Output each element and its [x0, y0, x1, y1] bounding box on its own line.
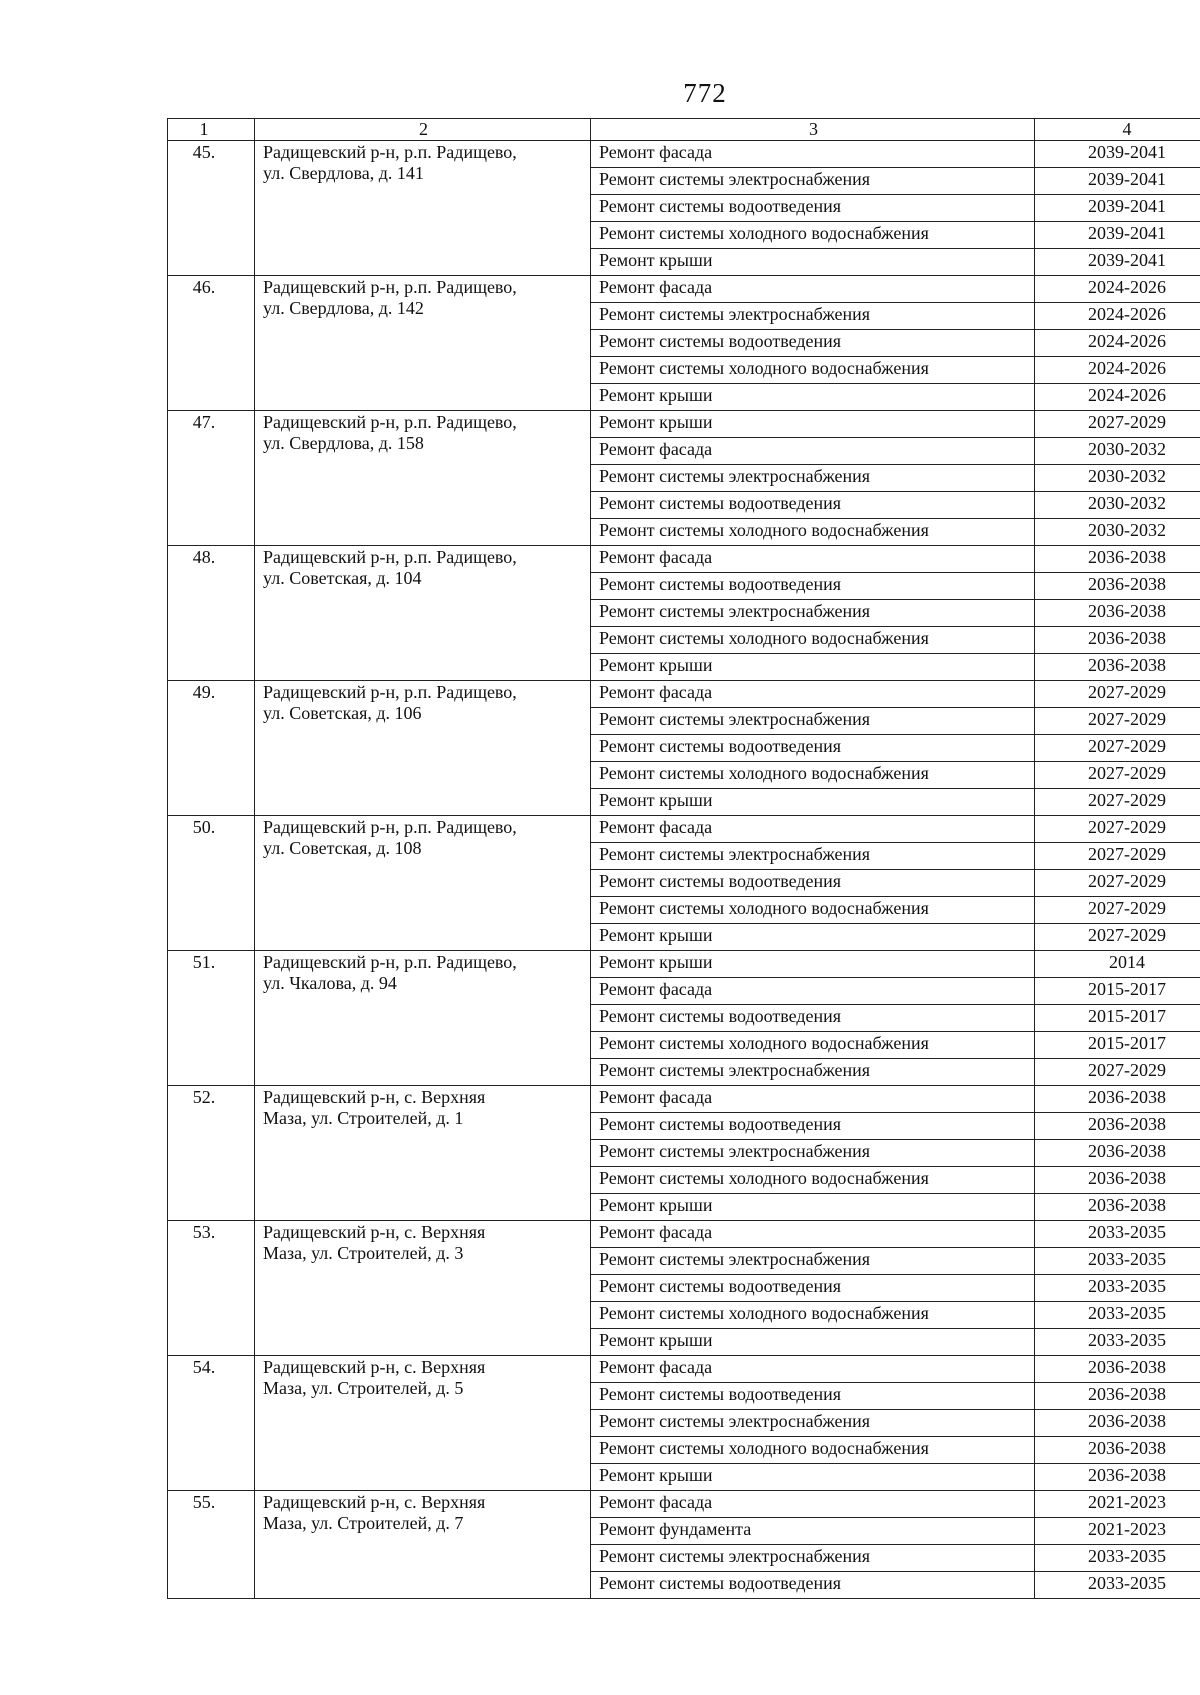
work-period: 2027-2029 [1035, 762, 1200, 789]
work-type: Ремонт системы холодного водоснабжения [591, 627, 1035, 654]
object-address: Радищевский р-н, с. Верхняя Маза, ул. Строителей, д. 1 [255, 1086, 591, 1221]
work-period: 2027-2029 [1035, 897, 1200, 924]
work-type: Ремонт системы холодного водоснабжения [591, 1437, 1035, 1464]
object-address: Радищевский р-н, р.п. Радищево, ул. Свердлова, д. 142 [255, 276, 591, 411]
object-number: 53. [168, 1221, 255, 1356]
work-type: Ремонт фасада [591, 978, 1035, 1005]
work-type: Ремонт системы водоотведения [591, 1005, 1035, 1032]
work-type: Ремонт системы холодного водоснабжения [591, 1167, 1035, 1194]
object-address: Радищевский р-н, с. Верхняя Маза, ул. Строителей, д. 5 [255, 1356, 591, 1491]
work-period: 2027-2029 [1035, 870, 1200, 897]
work-type: Ремонт системы электроснабжения [591, 465, 1035, 492]
object-number: 52. [168, 1086, 255, 1221]
work-period: 2036-2038 [1035, 1410, 1200, 1437]
table-row [168, 276, 1200, 303]
work-type: Ремонт фасада [591, 141, 1035, 168]
work-type: Ремонт крыши [591, 951, 1035, 978]
object-number: 48. [168, 546, 255, 681]
work-period: 2036-2038 [1035, 1113, 1200, 1140]
work-type: Ремонт системы электроснабжения [591, 1059, 1035, 1086]
table-row [168, 1086, 1200, 1113]
table-row [168, 951, 1200, 978]
repair-schedule-table [167, 118, 1200, 1599]
work-period: 2030-2032 [1035, 519, 1200, 546]
work-type: Ремонт системы водоотведения [591, 1383, 1035, 1410]
work-period: 2027-2029 [1035, 735, 1200, 762]
work-period: 2030-2032 [1035, 492, 1200, 519]
table-row [168, 816, 1200, 843]
work-type: Ремонт системы водоотведения [591, 195, 1035, 222]
work-type: Ремонт крыши [591, 1464, 1035, 1491]
work-period: 2033-2035 [1035, 1221, 1200, 1248]
work-type: Ремонт крыши [591, 1329, 1035, 1356]
table-body [168, 141, 1200, 1599]
work-type: Ремонт системы водоотведения [591, 735, 1035, 762]
work-period: 2027-2029 [1035, 924, 1200, 951]
work-type: Ремонт фасада [591, 681, 1035, 708]
table-row [168, 411, 1200, 438]
work-type: Ремонт крыши [591, 411, 1035, 438]
work-type: Ремонт крыши [591, 384, 1035, 411]
work-period: 2021-2023 [1035, 1518, 1200, 1545]
work-period: 2036-2038 [1035, 573, 1200, 600]
work-period: 2014 [1035, 951, 1200, 978]
work-period: 2024-2026 [1035, 276, 1200, 303]
work-period: 2036-2038 [1035, 1437, 1200, 1464]
work-type: Ремонт системы холодного водоснабжения [591, 1302, 1035, 1329]
object-number: 46. [168, 276, 255, 411]
work-type: Ремонт системы электроснабжения [591, 168, 1035, 195]
work-period: 2033-2035 [1035, 1275, 1200, 1302]
work-type: Ремонт системы водоотведения [591, 870, 1035, 897]
header-col-4: 4 [1035, 119, 1200, 141]
object-number: 49. [168, 681, 255, 816]
work-type: Ремонт крыши [591, 1194, 1035, 1221]
work-type: Ремонт системы холодного водоснабжения [591, 357, 1035, 384]
work-type: Ремонт системы холодного водоснабжения [591, 519, 1035, 546]
work-period: 2033-2035 [1035, 1302, 1200, 1329]
page-number: 772 [683, 78, 727, 108]
work-type: Ремонт системы холодного водоснабжения [591, 762, 1035, 789]
work-period: 2027-2029 [1035, 789, 1200, 816]
object-number: 51. [168, 951, 255, 1086]
header-row [168, 119, 1200, 141]
work-period: 2036-2038 [1035, 654, 1200, 681]
work-type: Ремонт системы водоотведения [591, 573, 1035, 600]
table-row [168, 1356, 1200, 1383]
work-period: 2024-2026 [1035, 384, 1200, 411]
work-type: Ремонт системы водоотведения [591, 330, 1035, 357]
header-col-2: 2 [255, 119, 591, 141]
work-period: 2036-2038 [1035, 546, 1200, 573]
work-period: 2027-2029 [1035, 1059, 1200, 1086]
work-period: 2036-2038 [1035, 600, 1200, 627]
work-type: Ремонт фасада [591, 1356, 1035, 1383]
object-address: Радищевский р-н, с. Верхняя Маза, ул. Строителей, д. 3 [255, 1221, 591, 1356]
work-type: Ремонт фасада [591, 816, 1035, 843]
work-period: 2024-2026 [1035, 303, 1200, 330]
work-type: Ремонт крыши [591, 654, 1035, 681]
work-period: 2036-2038 [1035, 1194, 1200, 1221]
work-period: 2015-2017 [1035, 1005, 1200, 1032]
work-period: 2036-2038 [1035, 1356, 1200, 1383]
object-address: Радищевский р-н, р.п. Радищево, ул. Чкалова, д. 94 [255, 951, 591, 1086]
work-type: Ремонт фасада [591, 1086, 1035, 1113]
work-type: Ремонт системы водоотведения [591, 492, 1035, 519]
work-period: 2027-2029 [1035, 681, 1200, 708]
work-type: Ремонт фундамента [591, 1518, 1035, 1545]
work-period: 2033-2035 [1035, 1545, 1200, 1572]
work-type: Ремонт системы водоотведения [591, 1572, 1035, 1599]
table-row [168, 681, 1200, 708]
object-address: Радищевский р-н, с. Верхняя Маза, ул. Строителей, д. 7 [255, 1491, 591, 1599]
object-number: 47. [168, 411, 255, 546]
table-row [168, 1221, 1200, 1248]
work-type: Ремонт системы электроснабжения [591, 1140, 1035, 1167]
object-number: 55. [168, 1491, 255, 1599]
work-period: 2015-2017 [1035, 978, 1200, 1005]
repair-schedule-table-container [167, 118, 1166, 1599]
work-type: Ремонт системы холодного водоснабжения [591, 1032, 1035, 1059]
work-period: 2036-2038 [1035, 1383, 1200, 1410]
table-row [168, 141, 1200, 168]
work-type: Ремонт системы холодного водоснабжения [591, 222, 1035, 249]
work-type: Ремонт системы водоотведения [591, 1275, 1035, 1302]
header-col-1: 1 [168, 119, 255, 141]
work-type: Ремонт фасада [591, 438, 1035, 465]
work-type: Ремонт крыши [591, 924, 1035, 951]
work-period: 2030-2032 [1035, 438, 1200, 465]
object-address: Радищевский р-н, р.п. Радищево, ул. Свердлова, д. 158 [255, 411, 591, 546]
work-period: 2027-2029 [1035, 411, 1200, 438]
work-period: 2033-2035 [1035, 1248, 1200, 1275]
table-row [168, 546, 1200, 573]
work-type: Ремонт фасада [591, 1221, 1035, 1248]
work-type: Ремонт фасада [591, 276, 1035, 303]
work-type: Ремонт системы электроснабжения [591, 1410, 1035, 1437]
work-type: Ремонт системы электроснабжения [591, 1248, 1035, 1275]
object-number: 45. [168, 141, 255, 276]
object-number: 50. [168, 816, 255, 951]
work-type: Ремонт системы электроснабжения [591, 303, 1035, 330]
work-type: Ремонт системы холодного водоснабжения [591, 897, 1035, 924]
work-period: 2039-2041 [1035, 222, 1200, 249]
work-type: Ремонт системы электроснабжения [591, 600, 1035, 627]
work-period: 2027-2029 [1035, 843, 1200, 870]
work-period: 2015-2017 [1035, 1032, 1200, 1059]
table-row [168, 1491, 1200, 1518]
work-type: Ремонт фасада [591, 546, 1035, 573]
work-period: 2036-2038 [1035, 627, 1200, 654]
work-period: 2033-2035 [1035, 1329, 1200, 1356]
work-period: 2036-2038 [1035, 1086, 1200, 1113]
work-type: Ремонт крыши [591, 249, 1035, 276]
object-address: Радищевский р-н, р.п. Радищево, ул. Свердлова, д. 141 [255, 141, 591, 276]
work-type: Ремонт фасада [591, 1491, 1035, 1518]
object-address: Радищевский р-н, р.п. Радищево, ул. Советская, д. 106 [255, 681, 591, 816]
work-period: 2039-2041 [1035, 141, 1200, 168]
work-type: Ремонт системы водоотведения [591, 1113, 1035, 1140]
work-type: Ремонт системы электроснабжения [591, 843, 1035, 870]
work-type: Ремонт системы электроснабжения [591, 1545, 1035, 1572]
work-type: Ремонт системы электроснабжения [591, 708, 1035, 735]
work-period: 2021-2023 [1035, 1491, 1200, 1518]
work-period: 2024-2026 [1035, 357, 1200, 384]
work-period: 2039-2041 [1035, 168, 1200, 195]
work-type: Ремонт крыши [591, 789, 1035, 816]
work-period: 2039-2041 [1035, 249, 1200, 276]
work-period: 2027-2029 [1035, 816, 1200, 843]
work-period: 2036-2038 [1035, 1140, 1200, 1167]
header-col-3: 3 [591, 119, 1035, 141]
object-address: Радищевский р-н, р.п. Радищево, ул. Советская, д. 104 [255, 546, 591, 681]
object-number: 54. [168, 1356, 255, 1491]
object-address: Радищевский р-н, р.п. Радищево, ул. Советская, д. 108 [255, 816, 591, 951]
work-period: 2036-2038 [1035, 1167, 1200, 1194]
work-period: 2039-2041 [1035, 195, 1200, 222]
work-period: 2030-2032 [1035, 465, 1200, 492]
work-period: 2036-2038 [1035, 1464, 1200, 1491]
work-period: 2027-2029 [1035, 708, 1200, 735]
work-period: 2033-2035 [1035, 1572, 1200, 1599]
work-period: 2024-2026 [1035, 330, 1200, 357]
